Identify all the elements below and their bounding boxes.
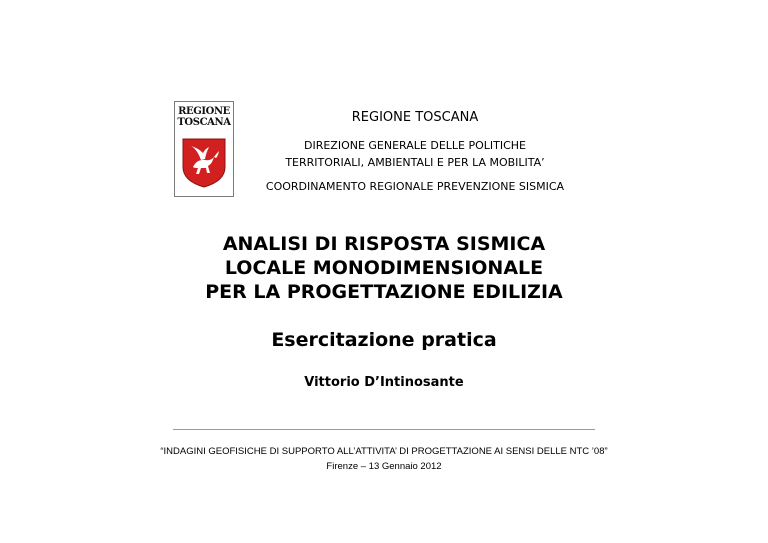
organization-name: REGIONE TOSCANA (351, 110, 479, 125)
direction-name (250, 137, 580, 171)
divider (173, 429, 595, 430)
author-name: Vittorio D’Intinosante (304, 375, 464, 390)
event-name: “INDAGINI GEOFISICHE DI SUPPORTO ALL’ATTIVITA’ DI PROGETTAZIONE AI SENSI DELLE NTC ’08” (160, 446, 608, 457)
logo-text-line1: REGIONE (178, 106, 230, 117)
title-line1: ANALISI DI RISPOSTA SISMICA (222, 233, 546, 255)
document-title (150, 232, 618, 304)
direction-line2: TERRITORIALI, AMBIENTALI E PER LA MOBILITA’ (285, 156, 545, 169)
title-line3: PER LA PROGETTAZIONE EDILIZIA (205, 281, 563, 303)
logo-text-line2: TOSCANA (177, 117, 231, 128)
logo-text (175, 106, 233, 128)
regione-toscana-logo (174, 101, 234, 197)
document-subtitle: Esercitazione pratica (271, 329, 497, 351)
event-date: Firenze – 13 Gennaio 2012 (326, 461, 442, 472)
coordination-name: COORDINAMENTO REGIONALE PREVENZIONE SISMICA (265, 180, 565, 193)
pegasus-shield-icon (181, 137, 227, 189)
direction-line1: DIREZIONE GENERALE DELLE POLITICHE (303, 139, 527, 152)
title-line2: LOCALE MONODIMENSIONALE (224, 257, 544, 279)
